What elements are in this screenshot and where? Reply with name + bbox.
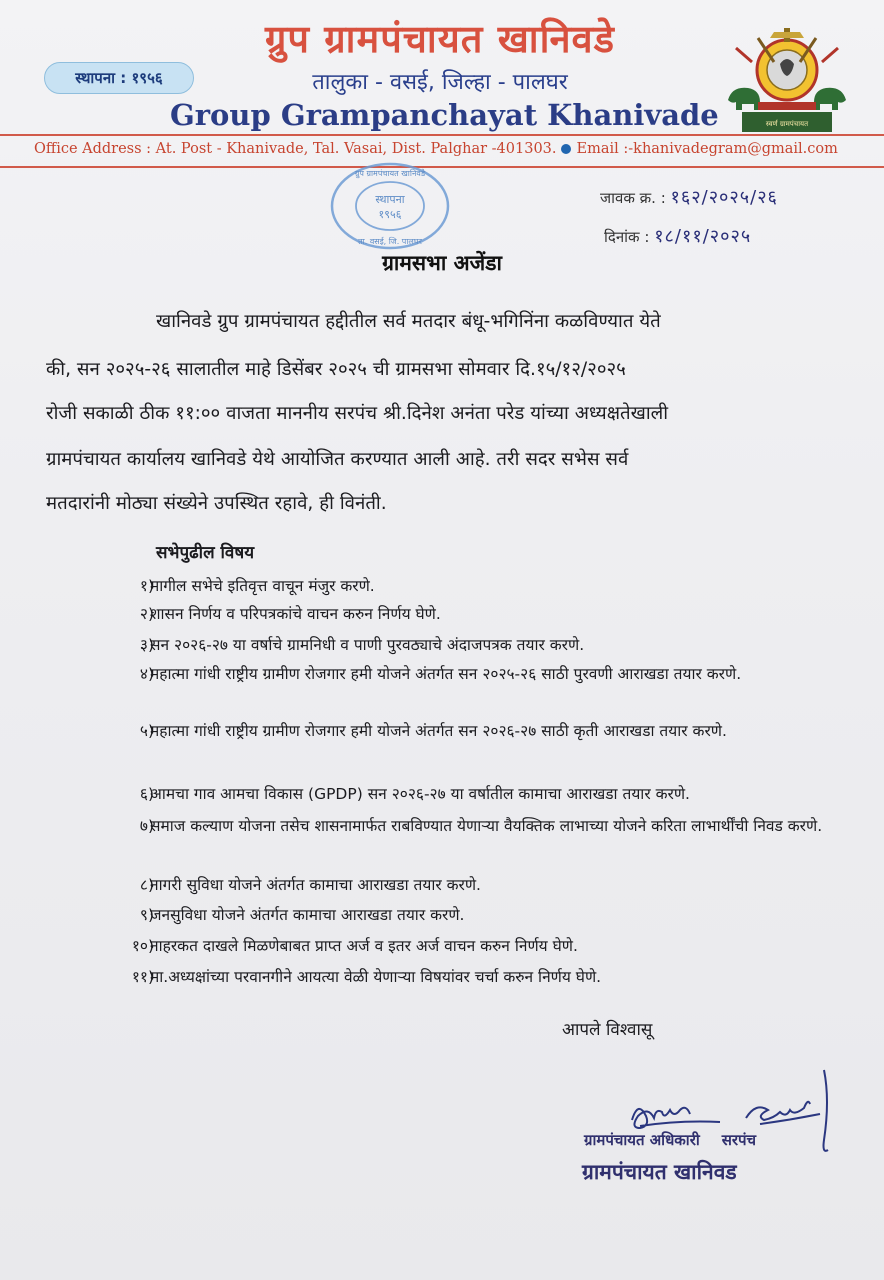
agenda-item-number: २) bbox=[139, 605, 154, 623]
agenda-item-text: मागील सभेचे इतिवृत्त वाचून मंजुर करणे. bbox=[150, 577, 375, 595]
letter-date bbox=[604, 224, 751, 248]
reference-number: १६२/२०२५/२६ bbox=[670, 187, 778, 208]
established-badge: स्थापना : १९५६ bbox=[44, 62, 194, 94]
agenda-heading: ग्रामसभा अजेंडा bbox=[382, 251, 502, 275]
seal-top-text: ग्रुप ग्रामपंचायत खानिवडे bbox=[354, 169, 426, 178]
agenda-item-text: सन २०२६-२७ या वर्षाचे ग्रामनिधी व पाणी पुरवठ्याचे अंदाजपत्रक तयार करणे. bbox=[150, 636, 585, 654]
agenda-item-number: १) bbox=[139, 577, 154, 595]
grampanchayat-stamp: ग्रामपंचायत खानिवड bbox=[582, 1160, 737, 1184]
agenda-item-text: नागरी सुविधा योजने अंतर्गत कामाचा आराखडा तयार करणे. bbox=[150, 876, 481, 894]
agenda-item-text: महात्मा गांधी राष्ट्रीय ग्रामीण रोजगार हमी योजने अंतर्गत सन २०२६-२७ साठी कृती आराखडा तयार करणे. bbox=[150, 722, 727, 740]
agenda-item-number: ५) bbox=[139, 722, 154, 740]
agenda-item-text: महात्मा गांधी राष्ट्रीय ग्रामीण रोजगार हमी योजने अंतर्गत सन २०२५-२६ साठी पुरवणी आराखडा तयार करणे. bbox=[150, 665, 742, 683]
agenda-item-text: मा.अध्यक्षांच्या परवानगीने आयत्या वेळी येणाऱ्या विषयांवर चर्चा करुन निर्णय घेणे. bbox=[150, 968, 602, 986]
letterhead-title-marathi: ग्रुप ग्रामपंचायत खानिवडे bbox=[264, 16, 616, 61]
seal-center-label: स्थापना bbox=[375, 193, 405, 206]
agenda-item-number: ४) bbox=[139, 665, 154, 683]
paragraph-line-1: खानिवडे ग्रुप ग्रामपंचायत हद्दीतील सर्व मतदार बंधू-भगिनिंना कळविण्यात येते bbox=[156, 311, 661, 332]
paragraph-line-4: ग्रामपंचायत कार्यालय खानिवडे येथे आयोजित करण्यात आली आहे. तरी सदर सभेस सर्व bbox=[46, 449, 629, 470]
officer-label: ग्रामपंचायत अधिकारी bbox=[584, 1131, 700, 1149]
agenda-item-number: ७) bbox=[139, 817, 154, 835]
agenda-item-text: आमचा गाव आमचा विकास (GPDP) सन २०२६-२७ या वर्षातील कामाचा आराखडा तयार करणे. bbox=[150, 785, 690, 803]
emblem-logo bbox=[722, 18, 852, 136]
agenda-item-text: नाहरकत दाखले मिळणेबाबत प्राप्त अर्ज व इतर अर्ज वाचन करुन निर्णय घेणे. bbox=[150, 937, 578, 955]
letterhead-title-english: Group Grampanchayat Khanivade bbox=[170, 98, 719, 132]
office-address-line bbox=[34, 141, 874, 163]
sarpanch-label: सरपंच bbox=[721, 1131, 757, 1149]
agenda-item-number: ९) bbox=[139, 906, 154, 924]
reference-label: जावक क्र. : bbox=[600, 189, 666, 207]
paragraph-line-5: मतदारांनी मोठ्या संख्येने उपस्थित रहावे, ही विनंती. bbox=[46, 493, 387, 514]
outward-reference bbox=[600, 185, 778, 209]
agenda-item-number: ६) bbox=[139, 785, 154, 803]
date-label: दिनांक : bbox=[604, 228, 650, 246]
date-value: १८/११/२०२५ bbox=[654, 226, 752, 247]
agenda-subjects-title: सभेपुढील विषय bbox=[156, 543, 255, 563]
office-email: Email :-khanivadegram@gmail.com bbox=[576, 141, 838, 157]
signatory-labels bbox=[584, 1130, 756, 1150]
agenda-item-text: जनसुविधा योजने अंतर्गत कामाचा आराखडा तयार करणे. bbox=[150, 906, 465, 924]
agenda-item-text: समाज कल्याण योजना तसेच शासनामार्फत राबविण्यात येणाऱ्या वैयक्तिक लाभाच्या योजने करिता लाभार्थींची निवड करणे. bbox=[150, 817, 823, 835]
closing-salutation: आपले विश्वासू bbox=[562, 1020, 653, 1040]
agenda-item-number: १०) bbox=[131, 937, 154, 955]
agenda-item-number: ८) bbox=[139, 876, 154, 894]
letterhead-subtitle: तालुका - वसई, जिल्हा - पालघर bbox=[312, 70, 568, 95]
letterhead-divider-top bbox=[0, 134, 884, 136]
emblem-caption: स्वर्ण ग्रामपंचायत bbox=[765, 120, 809, 128]
bullet-dot-icon bbox=[561, 144, 571, 154]
seal-center-year: १९५६ bbox=[378, 208, 402, 221]
seal-bottom-text: ता. वसई, जि. पालघर bbox=[358, 237, 422, 246]
paragraph-line-3: रोजी सकाळी ठीक ११:०० वाजता माननीय सरपंच श्री.दिनेश अनंता परेड यांच्या अध्यक्षतेखाली bbox=[46, 403, 669, 424]
paragraph-line-2: की, सन २०२५-२६ सालातील माहे डिसेंबर २०२५ ची ग्रामसभा सोमवार दि.१५/१२/२०२५ bbox=[46, 359, 626, 380]
office-address: Office Address : At. Post - Khanivade, Tal. Vasai, Dist. Palghar -401303. bbox=[34, 141, 557, 157]
agenda-item-text: शासन निर्णय व परिपत्रकांचे वाचन करुन निर्णय घेणे. bbox=[150, 605, 441, 623]
agenda-item-number: ३) bbox=[139, 636, 154, 654]
agenda-item-number: ११) bbox=[131, 968, 154, 986]
office-seal-stamp bbox=[328, 160, 452, 252]
